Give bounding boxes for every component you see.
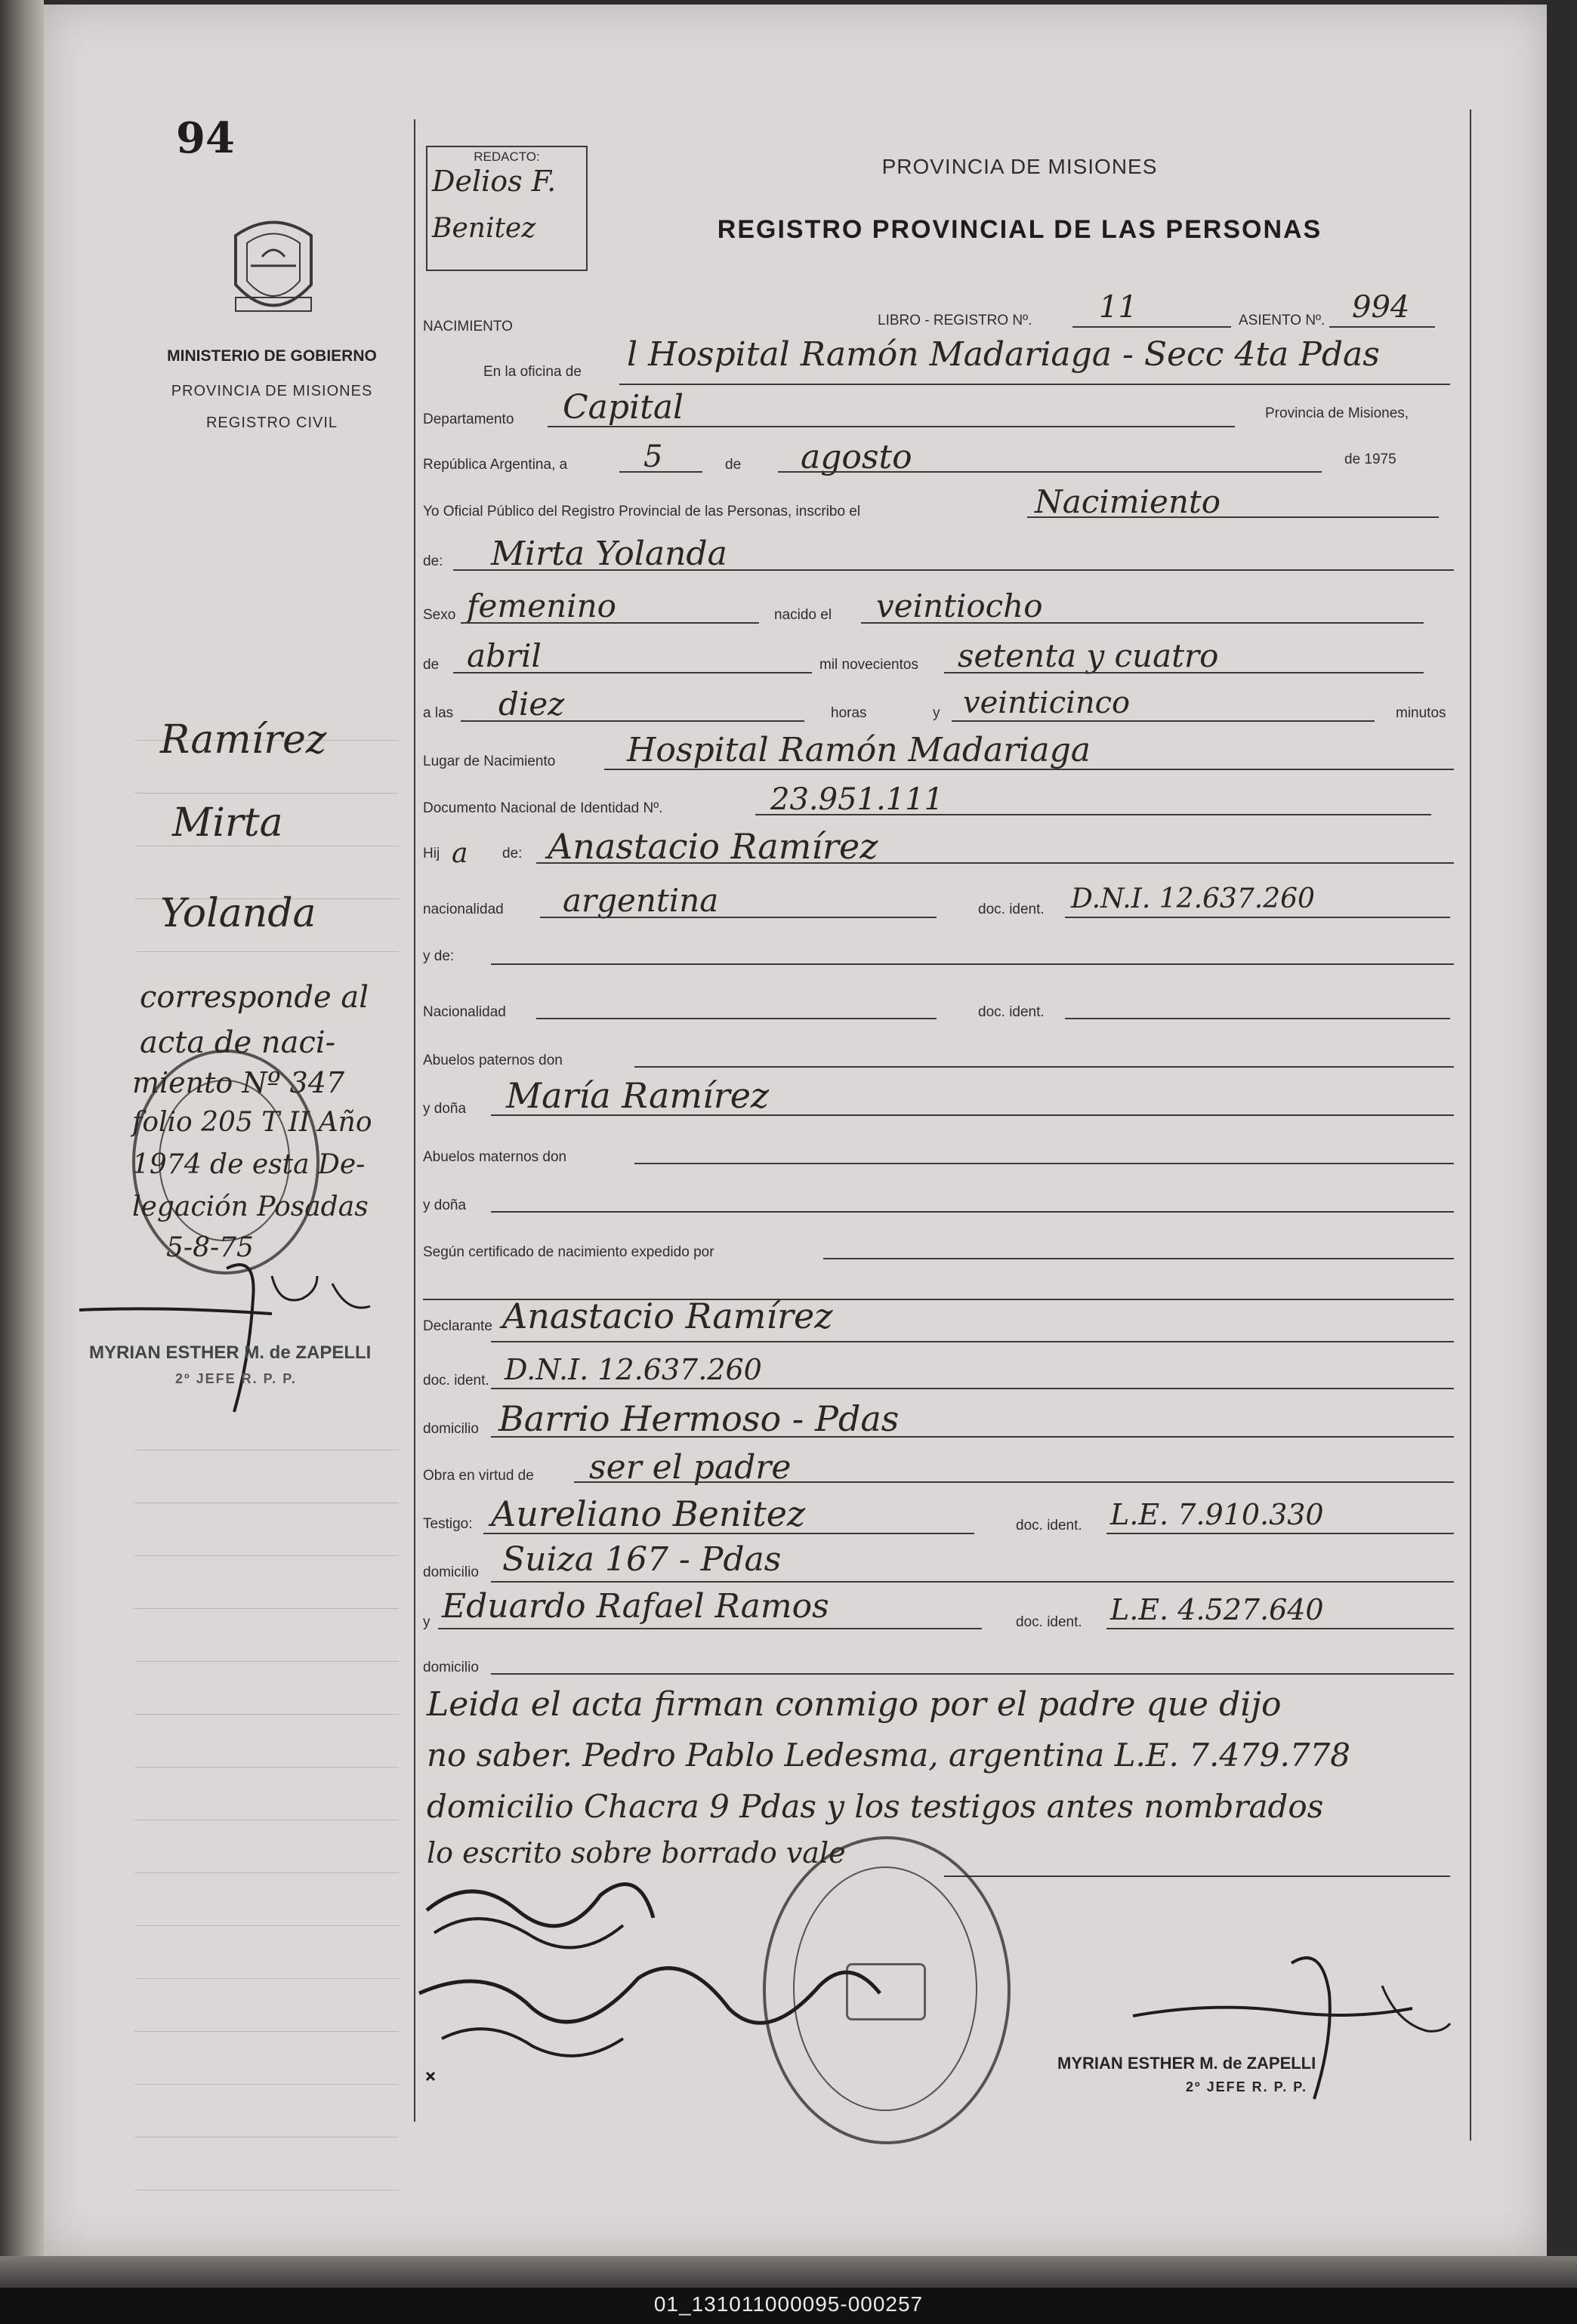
header-provincia: PROVINCIA DE MISIONES [881, 155, 1158, 178]
dni-label: Documento Nacional de Identidad Nº. [423, 800, 663, 816]
departamento-value: Capital [563, 388, 684, 427]
asiento-label: ASIENTO Nº. [1239, 313, 1325, 328]
doc-ident-label: doc. ident. [978, 902, 1045, 917]
domicilio-value: Barrio Hermoso - Pdas [498, 1398, 900, 1439]
libro-label: LIBRO - REGISTRO Nº. [878, 313, 1032, 328]
mil-label: mil novecientos [819, 657, 918, 673]
testigo1-doc: L.E. 7.910.330 [1110, 1498, 1324, 1531]
oficina-label: En la oficina de [483, 364, 582, 380]
de2-label: de: [423, 553, 443, 569]
minutos-value: veinticinco [963, 686, 1131, 720]
round-stamp-margin-inner [159, 1080, 290, 1241]
testigo-label: Testigo: [423, 1516, 473, 1532]
sexo-label: Sexo [423, 607, 456, 623]
nacido-label: nacido el [774, 607, 832, 623]
redacto-line2: Benitez [432, 213, 536, 244]
page-number: 94 [176, 113, 235, 163]
anio-nac-value: setenta y cuatro [958, 637, 1219, 674]
margin-note-2: acta de naci- [140, 1025, 336, 1060]
departamento-label: Departamento [423, 411, 514, 427]
doc-declarante-value: D.N.I. 12.637.260 [505, 1353, 762, 1386]
oficina-value: l Hospital Ramón Madariaga - Secc 4ta Pdas [627, 335, 1380, 374]
hija-label: Hij [423, 846, 440, 861]
obs-line3: domicilio Chacra 9 Pdas y los testigos antes nombrados [427, 1788, 1324, 1825]
alas-label: a las [423, 705, 454, 721]
image-caption: 01_131011000095-000257 [653, 2292, 924, 2316]
doc-ident3-label: doc. ident. [423, 1373, 489, 1389]
margin-note-3: miento Nº 347 [132, 1066, 345, 1099]
form-right-border [1470, 109, 1471, 2141]
anio-label: de 1975 [1344, 452, 1396, 467]
republica-label: República Argentina, a [423, 457, 568, 473]
ydona-label: y doña [423, 1101, 467, 1117]
ministerio-label: MINISTERIO DE GOBIERNO [167, 347, 377, 365]
nombre-value: Mirta Yolanda [491, 535, 727, 573]
oficial-label: Yo Oficial Público del Registro Provincial de las Personas, inscribo el [423, 504, 861, 519]
abuela-pat-value: María Ramírez [506, 1075, 770, 1116]
mes-nac-value: abril [467, 637, 542, 674]
stamp-left-title: 2º JEFE R. P. P. [175, 1371, 297, 1386]
stamp-emblem-icon [846, 1963, 926, 2020]
padre-value: Anastacio Ramírez [548, 826, 878, 867]
dia-value: 5 [643, 439, 663, 474]
stamp-right-title: 2º JEFE R. P. P. [1186, 2079, 1307, 2094]
ydona2-label: y doña [423, 1197, 467, 1213]
nacimiento-label: NACIMIENTO [423, 319, 513, 334]
declarante-value: Anastacio Ramírez [502, 1296, 833, 1336]
testigo1-domicilio: Suiza 167 - Pdas [502, 1540, 782, 1579]
de-label: de [725, 457, 742, 473]
lugar-label: Lugar de Nacimiento [423, 754, 556, 769]
obra-label: Obra en virtud de [423, 1468, 534, 1484]
provincia-left-label: PROVINCIA DE MISIONES [171, 383, 373, 399]
margin-note-1: corresponde al [140, 980, 369, 1015]
lugar-value: Hospital Ramón Madariaga [627, 731, 1091, 769]
coat-of-arms-icon [221, 213, 326, 334]
sexo-value: femenino [467, 587, 616, 624]
obs-line2: no saber. Pedro Pablo Ledesma, argentina L.E. 7.479.778 [427, 1737, 1351, 1774]
dni-value: 23.951.111 [770, 782, 944, 817]
libro-value: 11 [1099, 290, 1137, 325]
book-binding [0, 0, 44, 2288]
margin-apellido: Ramírez [160, 717, 327, 763]
header-title: REGISTRO PROVINCIAL DE LAS PERSONAS [717, 215, 1322, 244]
mes-value: agosto [801, 438, 912, 476]
de3-label: de [423, 657, 440, 673]
nacionalidad2-label: Nacionalidad [423, 1004, 506, 1020]
registro-civil-label: REGISTRO CIVIL [205, 415, 338, 431]
obra-value: ser el padre [589, 1448, 792, 1487]
oficial-value: Nacimiento [1035, 483, 1221, 520]
doc-padre-value: D.N.I. 12.637.260 [1071, 883, 1315, 914]
domicilio-label: domicilio [423, 1421, 479, 1437]
testigo2-doc: L.E. 4.527.640 [1110, 1593, 1324, 1626]
nacionalidad-value: argentina [563, 882, 719, 919]
margin-note-6: legación Posadas [132, 1191, 369, 1222]
domicilio2-label: domicilio [423, 1564, 479, 1580]
obs-line4: lo escrito sobre borrado vale [427, 1836, 846, 1869]
margin-nombre2: Yolanda [160, 891, 316, 936]
y-label: y [933, 705, 940, 721]
testigo1-value: Aureliano Benitez [491, 1493, 806, 1534]
redacto-label: REDACTO: [474, 149, 540, 164]
y2-label: y [423, 1614, 431, 1630]
margin-nombre1: Mirta [172, 800, 283, 846]
margin-note-7: 5-8-75 [166, 1232, 254, 1263]
stamp-left-name: MYRIAN ESTHER M. de ZAPELLI [89, 1342, 372, 1363]
doc-ident2-label: doc. ident. [978, 1004, 1045, 1020]
certificado-label: Según certificado de nacimiento expedido por [423, 1244, 714, 1260]
hija-suffix: a [452, 838, 468, 869]
horas-label: horas [831, 705, 867, 721]
horas-value: diez [498, 686, 565, 723]
official-signature-icon [1125, 1948, 1458, 2122]
hija-de-label: de: [502, 846, 523, 861]
nacido-value: veintiocho [876, 587, 1043, 624]
redacto-line1: Delios F. [432, 165, 557, 198]
testigo2-value: Eduardo Rafael Ramos [442, 1587, 829, 1626]
margin-note-4: folio 205 T II Año [132, 1107, 372, 1138]
yde-label: y de: [423, 948, 455, 964]
margin-note-5: 1974 de esta De- [132, 1149, 366, 1180]
doc-ident5-label: doc. ident. [1016, 1614, 1082, 1630]
abuelos-pat-label: Abuelos paternos don [423, 1053, 563, 1068]
doc-ident4-label: doc. ident. [1016, 1518, 1082, 1533]
asiento-value: 994 [1352, 290, 1410, 325]
nacionalidad-label: nacionalidad [423, 902, 504, 917]
form-left-border [414, 119, 415, 2122]
page-edge-shadow [0, 2256, 1577, 2288]
declarante-label: Declarante [423, 1318, 492, 1334]
obs-line1: Leida el acta firman conmigo por el padre que dijo [427, 1685, 1282, 1724]
provincia-suffix: Provincia de Misiones, [1265, 405, 1409, 421]
abuelos-mat-label: Abuelos maternos don [423, 1149, 567, 1165]
domicilio3-label: domicilio [423, 1660, 479, 1675]
minutos-label: minutos [1396, 705, 1446, 721]
stamp-right-name: MYRIAN ESTHER M. de ZAPELLI [1057, 2054, 1316, 2073]
margin-signature-icon [76, 1253, 400, 1419]
